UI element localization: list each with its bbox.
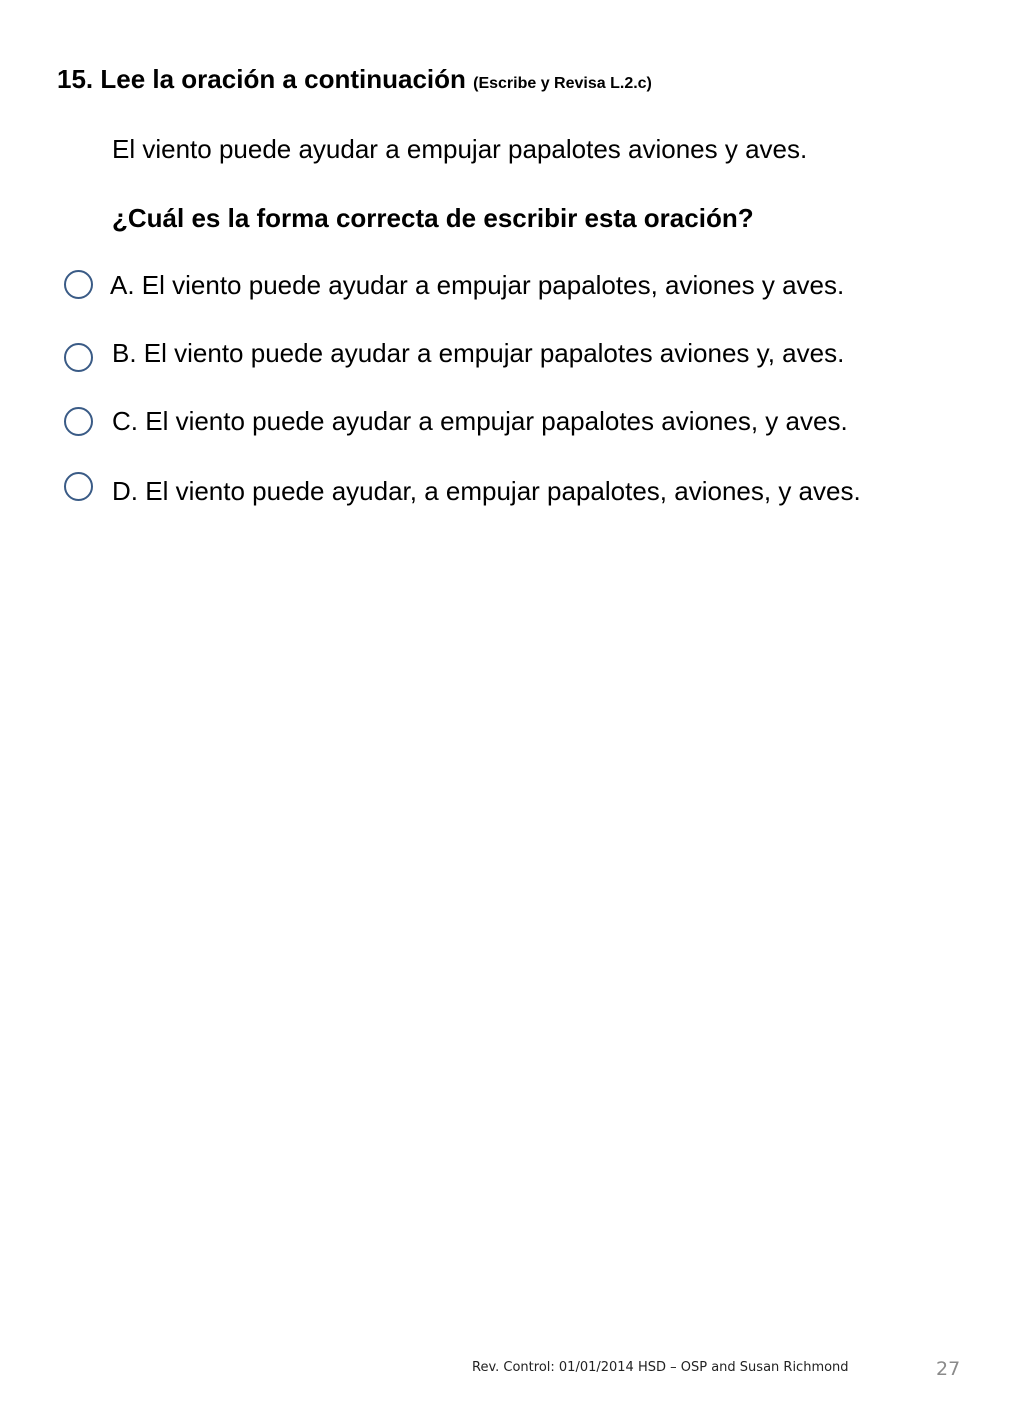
page-number: 27 bbox=[936, 1358, 961, 1380]
standard-code: (Escribe y Revisa L.2.c) bbox=[473, 75, 652, 92]
answer-option-label: C. El viento puede ayudar a empujar papalotes aviones, y aves. bbox=[112, 406, 848, 436]
question-heading bbox=[57, 64, 652, 95]
question-prompt: ¿Cuál es la forma correcta de escribir esta oración? bbox=[112, 203, 754, 233]
radio-button-b[interactable] bbox=[64, 343, 93, 372]
answer-option-label: B. El viento puede ayudar a empujar papalotes aviones y, aves. bbox=[112, 338, 845, 368]
radio-button-d[interactable] bbox=[64, 472, 93, 501]
revision-footer: Rev. Control: 01/01/2014 HSD – OSP and Susan Richmond bbox=[472, 1360, 849, 1375]
question-title: 15. Lee la oración a continuación bbox=[57, 64, 466, 94]
original-sentence: El viento puede ayudar a empujar papalotes aviones y aves. bbox=[112, 134, 808, 164]
radio-button-a[interactable] bbox=[64, 270, 93, 299]
answer-option-label: D. El viento puede ayudar, a empujar papalotes, aviones, y aves. bbox=[112, 476, 861, 506]
radio-button-c[interactable] bbox=[64, 407, 93, 436]
answer-option-label: A. El viento puede ayudar a empujar papalotes, aviones y aves. bbox=[110, 270, 845, 300]
